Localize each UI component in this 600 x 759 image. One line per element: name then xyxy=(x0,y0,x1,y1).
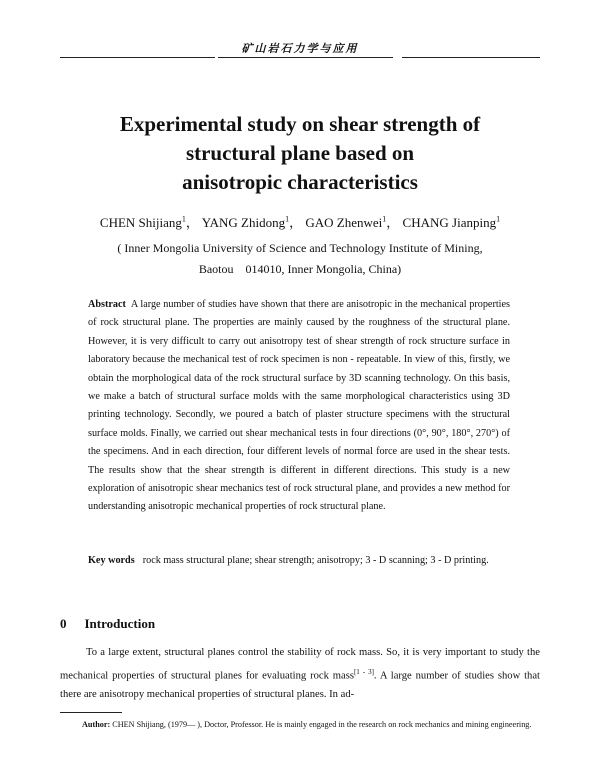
abstract xyxy=(88,296,510,517)
footnote-text: CHEN Shijiang, (1979— ), Doctor, Professor. He is mainly engaged in the research on rock mechanics and mining engineering. xyxy=(112,720,532,729)
title-line: structural plane based on xyxy=(185,141,415,165)
author-name: CHEN Shijiang xyxy=(99,215,182,230)
abstract-text: A large number of studies have shown that there are anisotropic in the mechanical properties of rock structural plane. The properties are mainly caused by the roughness of the structural plane. However, it is very difficult to carry out anisotropy test of shear strength of rock structure surface in laboratory because the mechanical test of rock specimen is non - repeatable. In view of this, firstly, we obtain the morphological data of the rock structural surface by 3D scanning technology. On this basis, we make a batch of structural surface molds with the same morphological characteristics using 3D printing technology. Secondly, we poured a batch of plaster structure specimens with the structural surface molds. Finally, we carried out shear mechanical tests in four directions (0°, 90°, 180°, 270°) of the specimens. And in each direction, four different levels of normal force are used in the shear tests. The results show that the shear strength is different in different directions. This study is a new exploration of anisotropic shear mechanics test of rock structural plane, and provides a new method for understanding anisotropic mechanical properties of rock structural plane. xyxy=(88,299,510,513)
footnote-label: Author: xyxy=(82,720,111,729)
author-name: GAO Zhenwei xyxy=(305,215,383,230)
author-separator: ， xyxy=(289,215,303,230)
intro-paragraph xyxy=(60,644,540,705)
affiliation xyxy=(40,238,560,280)
author-name: CHANG Jianping xyxy=(402,215,497,230)
section-number: 0 xyxy=(60,616,67,631)
author-affiliation-mark: 1 xyxy=(382,214,387,224)
citation: [1 - 3] xyxy=(353,667,374,676)
author-list xyxy=(40,212,560,231)
author-separator: ， xyxy=(386,215,400,230)
keywords-label: Key words xyxy=(88,555,135,566)
author-name: YANG Zhidong xyxy=(201,215,286,230)
abstract-label: Abstract xyxy=(88,299,126,310)
affiliation-line: Baotou 014010, Inner Mongolia, China) xyxy=(198,262,402,276)
author-affiliation-mark: 1 xyxy=(496,214,501,224)
keywords-text: rock mass structural plane; shear strength; anisotropy; 3 - D scanning; 3 - D printing. xyxy=(142,555,489,566)
journal-name: 矿山岩石力学与应用 xyxy=(241,43,359,55)
intro-text: To a large extent, structural planes control the stability of rock mass. So, it is very important to study the mechanical properties of structural planes for evaluating rock mass xyxy=(60,647,540,682)
header-rule-middle xyxy=(218,57,393,58)
section-heading xyxy=(60,616,155,632)
affiliation-line: ( Inner Mongolia University of Science and Technology Institute of Mining, xyxy=(117,241,483,255)
author-affiliation-mark: 1 xyxy=(181,214,186,224)
author-separator: ， xyxy=(185,215,199,230)
header-rule-left xyxy=(60,57,215,58)
keywords xyxy=(88,552,510,570)
header-rule-right xyxy=(402,57,540,58)
running-header xyxy=(60,40,540,62)
paper-title xyxy=(40,110,560,197)
author-affiliation-mark: 1 xyxy=(285,214,290,224)
author-footnote xyxy=(60,718,540,732)
title-line: anisotropic characteristics xyxy=(182,170,418,194)
section-title: Introduction xyxy=(84,616,156,631)
title-line: Experimental study on shear strength of xyxy=(119,112,481,136)
footnote-rule xyxy=(60,712,122,713)
intro-text-cont: . A large number of studies show that there are anisotropy mechanical properties of structural planes. In ad- xyxy=(60,670,540,701)
